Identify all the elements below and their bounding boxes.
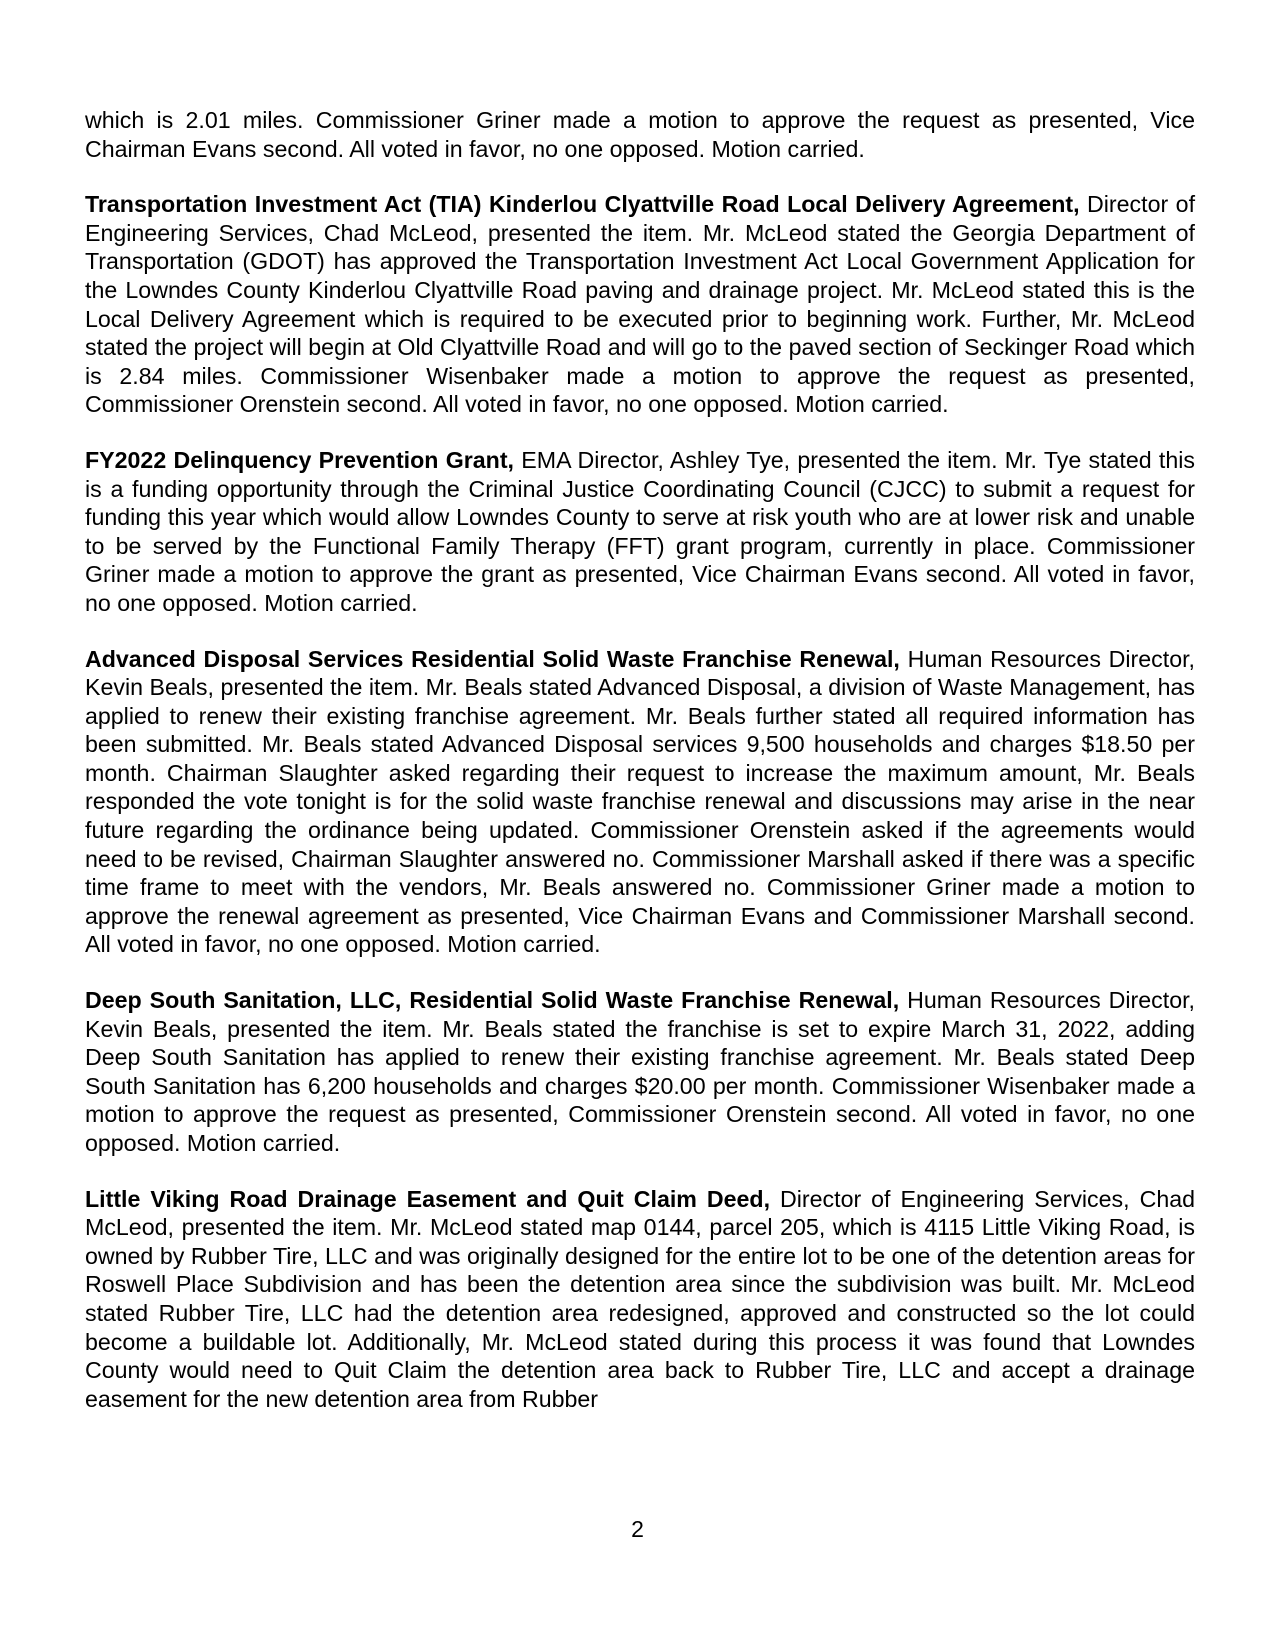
paragraph-body: Human Resources Director, Kevin Beals, presented the item. Mr. Beals stated Advanced Disposal, a division of Waste Management, has applied to renew their existing franchise agreement. Mr. Beals further stated all required information has been submitted. Mr. Beals stated Advanced Disposal services 9,500 households and charges $18.50 per month. Chairman Slaughter asked regarding their request to increase the maximum amount, Mr. Beals responded the vote tonight is for the solid waste franchise renewal and discussions may arise in the near future regarding the ordinance being updated. Commissioner Orenstein asked if the agreements would need to be revised, Chairman Slaughter answered no. Commissioner Marshall asked if there was a specific time frame to meet with the vendors, Mr. Beals answered no. Commissioner Griner made a motion to approve the renewal agreement as presented, Vice Chairman Evans and Commissioner Marshall second. All voted in favor, no one opposed. Motion carried. xyxy=(85,645,1195,958)
paragraph-body: Director of Engineering Services, Chad McLeod, presented the item. Mr. McLeod stated map 0144, parcel 205, which is 4115 Little Viking Road, is owned by Rubber Tire, LLC and was originally designed for the entire lot to be one of the detention areas for Roswell Place Subdivision and has been the detention area since the subdivision was built. Mr. McLeod stated Rubber Tire, LLC had the detention area redesigned, approved and constructed so the lot could become a buildable lot. Additionally, Mr. McLeod stated during this process it was found that Lowndes County would need to Quit Claim the detention area back to Rubber Tire, LLC and accept a drainage easement for the new detention area from Rubber xyxy=(85,1185,1196,1412)
paragraph-body: EMA Director, Ashley Tye, presented the item. Mr. Tye stated this is a funding opportunity through the Criminal Justice Coordinating Council (CJCC) to submit a request for funding this year which would allow Lowndes County to serve at risk youth who are at lower risk and unable to be served by the Functional Family Therapy (FFT) grant program, currently in place. Commissioner Griner made a motion to approve the grant as presented, Vice Chairman Evans second. All voted in favor, no one opposed. Motion carried. xyxy=(85,446,1196,616)
paragraph-little-viking-road xyxy=(85,1185,1195,1414)
paragraph-heading: FY2022 Delinquency Prevention Grant, xyxy=(85,446,515,473)
paragraph-body: which is 2.01 miles. Commissioner Griner made a motion to approve the request as presented, Vice Chairman Evans second. All voted in favor, no one opposed. Motion carried. xyxy=(85,107,1195,162)
paragraph-continuation xyxy=(85,106,1195,163)
paragraph-heading: Little Viking Road Drainage Easement and Quit Claim Deed, xyxy=(85,1185,771,1212)
page-number: 2 xyxy=(631,1516,644,1542)
paragraph-delinquency-grant xyxy=(85,446,1195,618)
paragraph-heading: Transportation Investment Act (TIA) Kinderlou Clyattville Road Local Delivery Agreement, xyxy=(85,191,1080,218)
paragraph-body: Human Resources Director, Kevin Beals, presented the item. Mr. Beals stated the franchise is set to expire March 31, 2022, adding Deep South Sanitation has applied to renew their existing franchise agreement. Mr. Beals stated Deep South Sanitation has 6,200 households and charges $20.00 per month. Commissioner Wisenbaker made a motion to approve the request as presented, Commissioner Orenstein second. All voted in favor, no one opposed. Motion carried. xyxy=(85,987,1195,1156)
document-body xyxy=(85,106,1195,1440)
paragraph-advanced-disposal xyxy=(85,645,1195,960)
paragraph-heading: Advanced Disposal Services Residential Solid Waste Franchise Renewal, xyxy=(85,645,900,672)
paragraph-heading: Deep South Sanitation, LLC, Residential Solid Waste Franchise Renewal, xyxy=(85,987,900,1014)
paragraph-deep-south-sanitation xyxy=(85,986,1195,1158)
paragraph-tia-kinderlou xyxy=(85,190,1195,419)
paragraph-body: Director of Engineering Services, Chad McLeod, presented the item. Mr. McLeod stated the Georgia Department of Transportation (GDOT) has approved the Transportation Investment Act Local Government Application for the Lowndes County Kinderlou Clyattville Road paving and drainage project. Mr. McLeod stated this is the Local Delivery Agreement which is required to be executed prior to beginning work. Further, Mr. McLeod stated the project will begin at Old Clyattville Road and will go to the paved section of Seckinger Road which is 2.84 miles. Commissioner Wisenbaker made a motion to approve the request as presented, Commissioner Orenstein second. All voted in favor, no one opposed. Motion carried. xyxy=(85,191,1196,418)
